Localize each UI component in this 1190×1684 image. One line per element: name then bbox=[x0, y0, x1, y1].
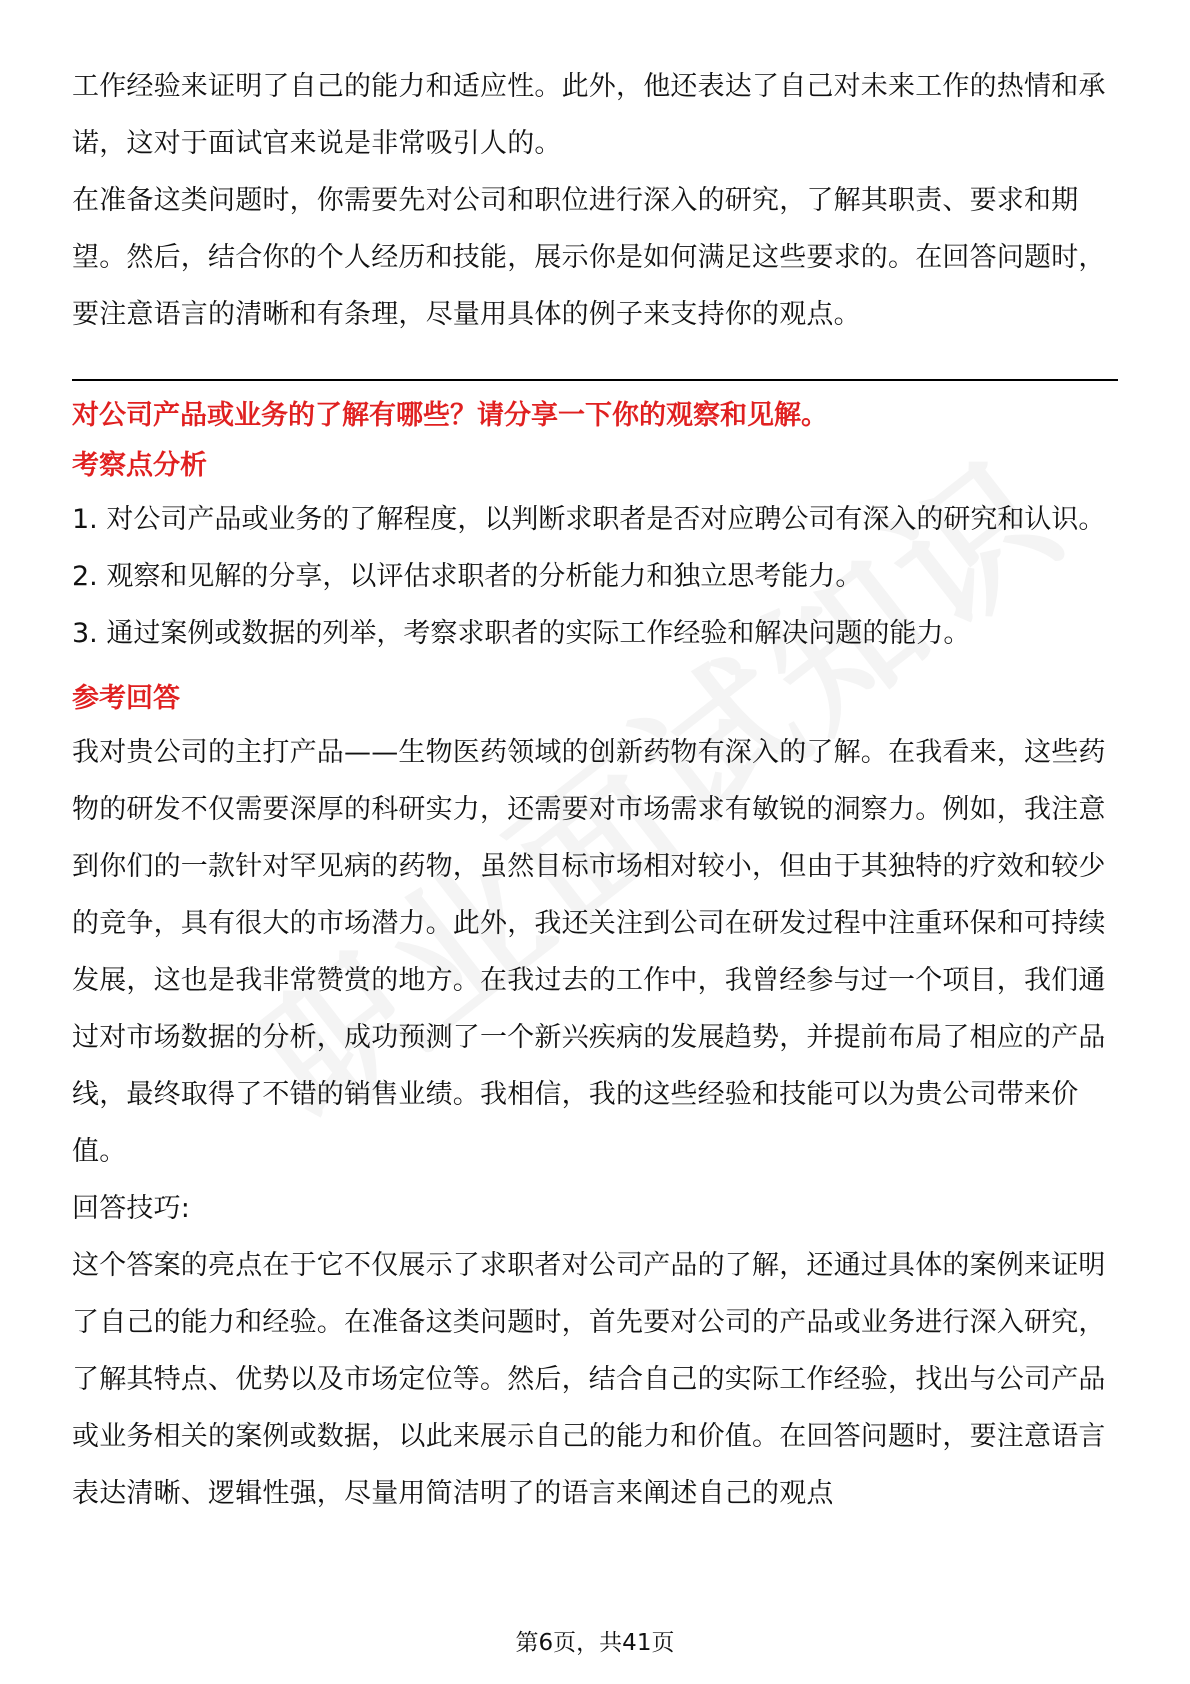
page-number: 第6页，共41页 bbox=[515, 1630, 675, 1656]
tips-paragraph: 这个答案的亮点在于它不仅展示了求职者对公司产品的了解，还通过具体的案例来证明了自己的能力和经验。在准备这类问题时，首先要对公司的产品或业务进行深入研究，了解其特点、优势以及市场定位等。然后，结合自己的实际工作经验，找出与公司产品或业务相关的案例或数据，以此来展示自己的能力和价值。在回答问题时，要注意语言表达清晰、逻辑性强，尽量用简洁明了的语言来阐述自己的观点 bbox=[72, 1250, 1106, 1509]
analysis-item-1: 1. 对公司产品或业务的了解程度，以判断求职者是否对应聘公司有深入的研究和认识。 bbox=[72, 504, 1106, 535]
analysis-item-3: 3. 通过案例或数据的列举，考察求职者的实际工作经验和解决问题的能力。 bbox=[72, 618, 971, 649]
reference-answer: 我对贵公司的主打产品——生物医药领域的创新药物有深入的了解。在我看来，这些药物的研发不仅需要深厚的科研实力，还需要对市场需求有敏锐的洞察力。例如，我注意到你们的一款针对罕见病的药物，虽然目标市场相对较小，但由于其独特的疗效和较少的竞争，具有很大的市场潜力。此外，我还关注到公司在研发过程中注重环保和可持续发展，这也是我非常赞赏的地方。在我过去的工作中，我曾经参与过一个项目，我们通过对市场数据的分析，成功预测了一个新兴疾病的发展趋势，并提前布局了相应的产品线，最终取得了不错的销售业绩。我相信，我的这些经验和技能可以为贵公司带来价值。 bbox=[72, 737, 1106, 1167]
document-page bbox=[72, 58, 1118, 1522]
reference-title: 参考回答 bbox=[72, 683, 180, 714]
section-divider bbox=[72, 379, 1118, 381]
intro-paragraph-2: 在准备这类问题时，你需要先对公司和职位进行深入的研究，了解其职责、要求和期望。然后，结合你的个人经历和技能，展示你是如何满足这些要求的。在回答问题时，要注意语言的清晰和有条理，尽量用具体的例子来支持你的观点。 bbox=[72, 185, 1106, 330]
question-heading: 对公司产品或业务的了解有哪些？请分享一下你的观察和见解。 bbox=[72, 400, 828, 431]
analysis-item-2: 2. 观察和见解的分享，以评估求职者的分析能力和独立思考能力。 bbox=[72, 561, 863, 592]
analysis-title: 考察点分析 bbox=[72, 450, 207, 481]
intro-paragraph-1: 工作经验来证明了自己的能力和适应性。此外，他还表达了自己对未来工作的热情和承诺，这对于面试官来说是非常吸引人的。 bbox=[72, 71, 1106, 159]
tips-label: 回答技巧: bbox=[72, 1193, 191, 1224]
